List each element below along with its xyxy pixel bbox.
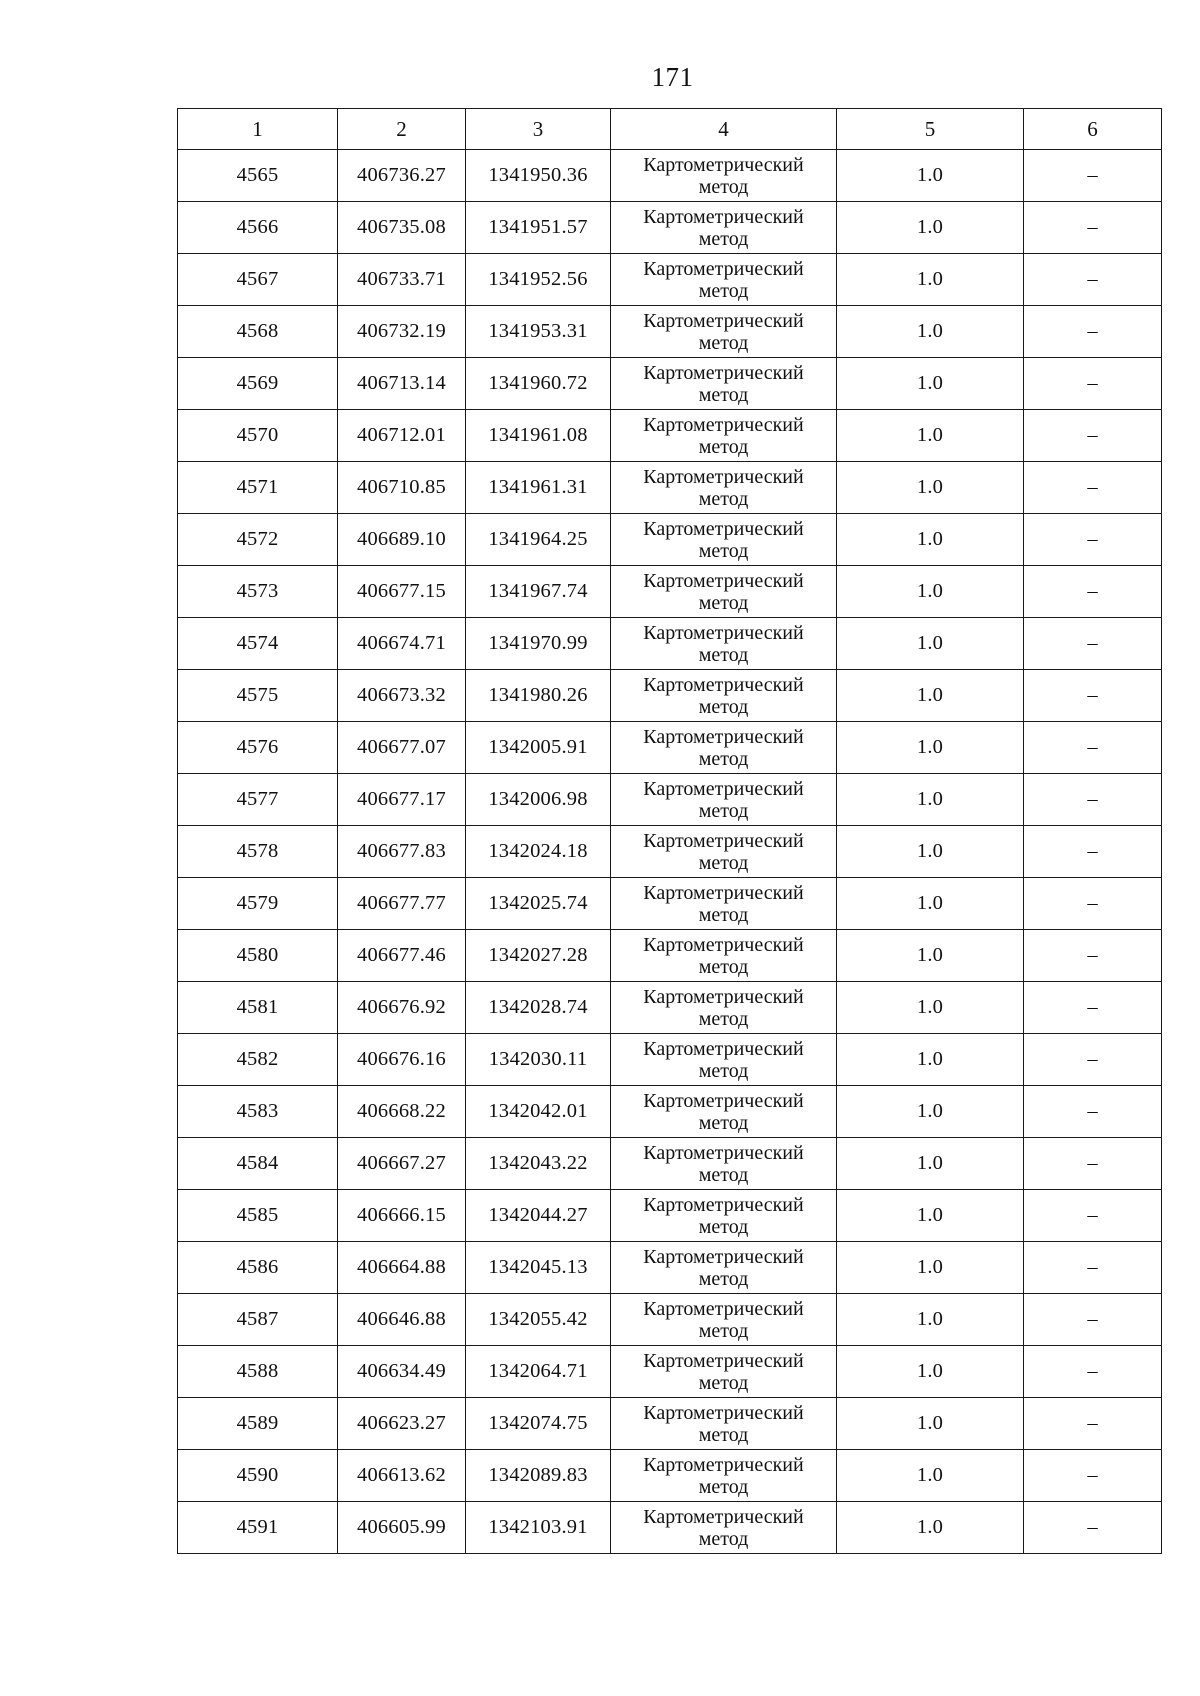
y-coordinate-cell: 1341960.72 bbox=[466, 358, 611, 410]
table-row bbox=[178, 1398, 1162, 1450]
accuracy-cell: 1.0 bbox=[837, 670, 1024, 722]
note-cell: – bbox=[1024, 254, 1162, 306]
y-coordinate-cell: 1341961.08 bbox=[466, 410, 611, 462]
method-line-1: Картометрический bbox=[643, 465, 804, 488]
method-cell bbox=[611, 1034, 837, 1086]
y-coordinate-cell: 1342043.22 bbox=[466, 1138, 611, 1190]
table-row bbox=[178, 1502, 1162, 1554]
method-cell bbox=[611, 306, 837, 358]
accuracy-cell: 1.0 bbox=[837, 358, 1024, 410]
note-cell: – bbox=[1024, 1138, 1162, 1190]
accuracy-cell: 1.0 bbox=[837, 514, 1024, 566]
point-number-cell: 4574 bbox=[178, 618, 338, 670]
method-line-1: Картометрический bbox=[643, 933, 804, 956]
point-number-cell: 4569 bbox=[178, 358, 338, 410]
note-cell: – bbox=[1024, 566, 1162, 618]
method-cell bbox=[611, 254, 837, 306]
y-coordinate-cell: 1342103.91 bbox=[466, 1502, 611, 1554]
table-row bbox=[178, 670, 1162, 722]
table-row bbox=[178, 982, 1162, 1034]
x-coordinate-cell: 406668.22 bbox=[338, 1086, 466, 1138]
method-cell bbox=[611, 202, 837, 254]
method-cell bbox=[611, 514, 837, 566]
method-line-1: Картометрический bbox=[643, 1297, 804, 1320]
x-coordinate-cell: 406623.27 bbox=[338, 1398, 466, 1450]
y-coordinate-cell: 1342006.98 bbox=[466, 774, 611, 826]
accuracy-cell: 1.0 bbox=[837, 1294, 1024, 1346]
x-coordinate-cell: 406673.32 bbox=[338, 670, 466, 722]
method-cell bbox=[611, 1086, 837, 1138]
accuracy-cell: 1.0 bbox=[837, 202, 1024, 254]
x-coordinate-cell: 406677.07 bbox=[338, 722, 466, 774]
y-coordinate-cell: 1342064.71 bbox=[466, 1346, 611, 1398]
x-coordinate-cell: 406733.71 bbox=[338, 254, 466, 306]
method-line-1: Картометрический bbox=[643, 985, 804, 1008]
method-line-2: метод bbox=[698, 227, 749, 250]
header-cell-1: 1 bbox=[178, 109, 338, 150]
y-coordinate-cell: 1341952.56 bbox=[466, 254, 611, 306]
method-cell bbox=[611, 826, 837, 878]
method-line-1: Картометрический bbox=[643, 205, 804, 228]
x-coordinate-cell: 406677.15 bbox=[338, 566, 466, 618]
method-line-1: Картометрический bbox=[643, 361, 804, 384]
method-line-1: Картометрический bbox=[643, 569, 804, 592]
x-coordinate-cell: 406677.77 bbox=[338, 878, 466, 930]
x-coordinate-cell: 406710.85 bbox=[338, 462, 466, 514]
method-cell bbox=[611, 982, 837, 1034]
note-cell: – bbox=[1024, 150, 1162, 202]
method-line-2: метод bbox=[698, 903, 749, 926]
table-body bbox=[178, 109, 1162, 1554]
y-coordinate-cell: 1342044.27 bbox=[466, 1190, 611, 1242]
y-coordinate-cell: 1341980.26 bbox=[466, 670, 611, 722]
note-cell: – bbox=[1024, 202, 1162, 254]
page-number: 171 bbox=[651, 62, 694, 92]
note-cell: – bbox=[1024, 878, 1162, 930]
point-number-cell: 4568 bbox=[178, 306, 338, 358]
y-coordinate-cell: 1342042.01 bbox=[466, 1086, 611, 1138]
y-coordinate-cell: 1341967.74 bbox=[466, 566, 611, 618]
note-cell: – bbox=[1024, 410, 1162, 462]
note-cell: – bbox=[1024, 306, 1162, 358]
coordinates-table bbox=[177, 108, 1162, 1554]
method-line-2: метод bbox=[698, 539, 749, 562]
y-coordinate-cell: 1341970.99 bbox=[466, 618, 611, 670]
method-line-2: метод bbox=[698, 851, 749, 874]
y-coordinate-cell: 1342024.18 bbox=[466, 826, 611, 878]
method-line-2: метод bbox=[698, 331, 749, 354]
table-row bbox=[178, 826, 1162, 878]
y-coordinate-cell: 1341964.25 bbox=[466, 514, 611, 566]
x-coordinate-cell: 406712.01 bbox=[338, 410, 466, 462]
method-line-1: Картометрический bbox=[643, 1401, 804, 1424]
table-row bbox=[178, 150, 1162, 202]
note-cell: – bbox=[1024, 618, 1162, 670]
y-coordinate-cell: 1341961.31 bbox=[466, 462, 611, 514]
method-line-2: метод bbox=[698, 1215, 749, 1238]
table-row bbox=[178, 462, 1162, 514]
accuracy-cell: 1.0 bbox=[837, 566, 1024, 618]
note-cell: – bbox=[1024, 1294, 1162, 1346]
point-number-cell: 4590 bbox=[178, 1450, 338, 1502]
x-coordinate-cell: 406666.15 bbox=[338, 1190, 466, 1242]
note-cell: – bbox=[1024, 514, 1162, 566]
table-row bbox=[178, 566, 1162, 618]
method-cell bbox=[611, 930, 837, 982]
method-line-1: Картометрический bbox=[643, 725, 804, 748]
table-row bbox=[178, 1138, 1162, 1190]
accuracy-cell: 1.0 bbox=[837, 462, 1024, 514]
note-cell: – bbox=[1024, 358, 1162, 410]
method-cell bbox=[611, 1398, 837, 1450]
accuracy-cell: 1.0 bbox=[837, 982, 1024, 1034]
header-cell-5: 5 bbox=[837, 109, 1024, 150]
method-cell bbox=[611, 1190, 837, 1242]
table-row bbox=[178, 618, 1162, 670]
table-row bbox=[178, 254, 1162, 306]
x-coordinate-cell: 406677.83 bbox=[338, 826, 466, 878]
method-cell bbox=[611, 1242, 837, 1294]
method-line-1: Картометрический bbox=[643, 1453, 804, 1476]
x-coordinate-cell: 406689.10 bbox=[338, 514, 466, 566]
x-coordinate-cell: 406676.16 bbox=[338, 1034, 466, 1086]
accuracy-cell: 1.0 bbox=[837, 826, 1024, 878]
method-cell bbox=[611, 1346, 837, 1398]
point-number-cell: 4580 bbox=[178, 930, 338, 982]
method-line-2: метод bbox=[698, 643, 749, 666]
table-row bbox=[178, 1190, 1162, 1242]
method-cell bbox=[611, 1450, 837, 1502]
y-coordinate-cell: 1341953.31 bbox=[466, 306, 611, 358]
note-cell: – bbox=[1024, 826, 1162, 878]
method-line-2: метод bbox=[698, 487, 749, 510]
table-row bbox=[178, 514, 1162, 566]
method-cell bbox=[611, 410, 837, 462]
note-cell: – bbox=[1024, 1034, 1162, 1086]
method-cell bbox=[611, 566, 837, 618]
note-cell: – bbox=[1024, 670, 1162, 722]
table-row bbox=[178, 1086, 1162, 1138]
method-cell bbox=[611, 1138, 837, 1190]
method-line-2: метод bbox=[698, 1475, 749, 1498]
point-number-cell: 4577 bbox=[178, 774, 338, 826]
point-number-cell: 4567 bbox=[178, 254, 338, 306]
method-line-2: метод bbox=[698, 695, 749, 718]
point-number-cell: 4579 bbox=[178, 878, 338, 930]
method-cell bbox=[611, 150, 837, 202]
x-coordinate-cell: 406674.71 bbox=[338, 618, 466, 670]
accuracy-cell: 1.0 bbox=[837, 1242, 1024, 1294]
method-line-1: Картометрический bbox=[643, 1349, 804, 1372]
accuracy-cell: 1.0 bbox=[837, 1502, 1024, 1554]
point-number-cell: 4566 bbox=[178, 202, 338, 254]
method-line-1: Картометрический bbox=[643, 1193, 804, 1216]
point-number-cell: 4589 bbox=[178, 1398, 338, 1450]
header-cell-2: 2 bbox=[338, 109, 466, 150]
accuracy-cell: 1.0 bbox=[837, 1398, 1024, 1450]
table-row bbox=[178, 878, 1162, 930]
note-cell: – bbox=[1024, 722, 1162, 774]
accuracy-cell: 1.0 bbox=[837, 1346, 1024, 1398]
method-cell bbox=[611, 722, 837, 774]
y-coordinate-cell: 1342005.91 bbox=[466, 722, 611, 774]
x-coordinate-cell: 406677.17 bbox=[338, 774, 466, 826]
y-coordinate-cell: 1342089.83 bbox=[466, 1450, 611, 1502]
point-number-cell: 4572 bbox=[178, 514, 338, 566]
accuracy-cell: 1.0 bbox=[837, 150, 1024, 202]
header-cell-6: 6 bbox=[1024, 109, 1162, 150]
method-line-1: Картометрический bbox=[643, 517, 804, 540]
note-cell: – bbox=[1024, 462, 1162, 514]
x-coordinate-cell: 406634.49 bbox=[338, 1346, 466, 1398]
point-number-cell: 4565 bbox=[178, 150, 338, 202]
method-line-1: Картометрический bbox=[643, 673, 804, 696]
note-cell: – bbox=[1024, 1398, 1162, 1450]
method-cell bbox=[611, 1294, 837, 1346]
point-number-cell: 4575 bbox=[178, 670, 338, 722]
method-line-2: метод bbox=[698, 435, 749, 458]
note-cell: – bbox=[1024, 930, 1162, 982]
table-header-row bbox=[178, 109, 1162, 150]
point-number-cell: 4581 bbox=[178, 982, 338, 1034]
table-row bbox=[178, 410, 1162, 462]
accuracy-cell: 1.0 bbox=[837, 1190, 1024, 1242]
x-coordinate-cell: 406736.27 bbox=[338, 150, 466, 202]
point-number-cell: 4584 bbox=[178, 1138, 338, 1190]
accuracy-cell: 1.0 bbox=[837, 774, 1024, 826]
note-cell: – bbox=[1024, 982, 1162, 1034]
method-line-2: метод bbox=[698, 799, 749, 822]
method-line-1: Картометрический bbox=[643, 153, 804, 176]
note-cell: – bbox=[1024, 1450, 1162, 1502]
method-line-2: метод bbox=[698, 747, 749, 770]
accuracy-cell: 1.0 bbox=[837, 1138, 1024, 1190]
table-row bbox=[178, 1242, 1162, 1294]
x-coordinate-cell: 406664.88 bbox=[338, 1242, 466, 1294]
method-line-2: метод bbox=[698, 1059, 749, 1082]
y-coordinate-cell: 1341950.36 bbox=[466, 150, 611, 202]
x-coordinate-cell: 406677.46 bbox=[338, 930, 466, 982]
table-row bbox=[178, 1034, 1162, 1086]
accuracy-cell: 1.0 bbox=[837, 1086, 1024, 1138]
method-line-2: метод bbox=[698, 1371, 749, 1394]
method-line-2: метод bbox=[698, 175, 749, 198]
method-line-2: метод bbox=[698, 1423, 749, 1446]
point-number-cell: 4591 bbox=[178, 1502, 338, 1554]
method-cell bbox=[611, 618, 837, 670]
y-coordinate-cell: 1342074.75 bbox=[466, 1398, 611, 1450]
point-number-cell: 4588 bbox=[178, 1346, 338, 1398]
accuracy-cell: 1.0 bbox=[837, 1450, 1024, 1502]
note-cell: – bbox=[1024, 1242, 1162, 1294]
table-row bbox=[178, 358, 1162, 410]
note-cell: – bbox=[1024, 1346, 1162, 1398]
method-line-2: метод bbox=[698, 1527, 749, 1550]
accuracy-cell: 1.0 bbox=[837, 1034, 1024, 1086]
method-line-1: Картометрический bbox=[643, 881, 804, 904]
point-number-cell: 4583 bbox=[178, 1086, 338, 1138]
method-line-1: Картометрический bbox=[643, 1141, 804, 1164]
method-line-1: Картометрический bbox=[643, 309, 804, 332]
x-coordinate-cell: 406713.14 bbox=[338, 358, 466, 410]
method-line-1: Картометрический bbox=[643, 829, 804, 852]
method-line-1: Картометрический bbox=[643, 413, 804, 436]
method-line-2: метод bbox=[698, 1163, 749, 1186]
table-row bbox=[178, 306, 1162, 358]
method-cell bbox=[611, 1502, 837, 1554]
method-line-2: метод bbox=[698, 1267, 749, 1290]
method-line-1: Картометрический bbox=[643, 1089, 804, 1112]
point-number-cell: 4587 bbox=[178, 1294, 338, 1346]
x-coordinate-cell: 406735.08 bbox=[338, 202, 466, 254]
accuracy-cell: 1.0 bbox=[837, 930, 1024, 982]
y-coordinate-cell: 1342030.11 bbox=[466, 1034, 611, 1086]
accuracy-cell: 1.0 bbox=[837, 254, 1024, 306]
y-coordinate-cell: 1342028.74 bbox=[466, 982, 611, 1034]
y-coordinate-cell: 1341951.57 bbox=[466, 202, 611, 254]
point-number-cell: 4571 bbox=[178, 462, 338, 514]
method-line-1: Картометрический bbox=[643, 1505, 804, 1528]
x-coordinate-cell: 406605.99 bbox=[338, 1502, 466, 1554]
method-line-2: метод bbox=[698, 955, 749, 978]
y-coordinate-cell: 1342045.13 bbox=[466, 1242, 611, 1294]
x-coordinate-cell: 406732.19 bbox=[338, 306, 466, 358]
table-row bbox=[178, 1450, 1162, 1502]
table-row bbox=[178, 722, 1162, 774]
accuracy-cell: 1.0 bbox=[837, 306, 1024, 358]
point-number-cell: 4582 bbox=[178, 1034, 338, 1086]
method-cell bbox=[611, 878, 837, 930]
method-line-2: метод bbox=[698, 279, 749, 302]
method-line-2: метод bbox=[698, 591, 749, 614]
method-line-2: метод bbox=[698, 1007, 749, 1030]
point-number-cell: 4570 bbox=[178, 410, 338, 462]
y-coordinate-cell: 1342025.74 bbox=[466, 878, 611, 930]
table-row bbox=[178, 202, 1162, 254]
point-number-cell: 4576 bbox=[178, 722, 338, 774]
point-number-cell: 4573 bbox=[178, 566, 338, 618]
method-line-1: Картометрический bbox=[643, 1245, 804, 1268]
method-line-2: метод bbox=[698, 1319, 749, 1342]
method-cell bbox=[611, 358, 837, 410]
method-line-1: Картометрический bbox=[643, 621, 804, 644]
accuracy-cell: 1.0 bbox=[837, 618, 1024, 670]
x-coordinate-cell: 406667.27 bbox=[338, 1138, 466, 1190]
method-line-2: метод bbox=[698, 1111, 749, 1134]
y-coordinate-cell: 1342027.28 bbox=[466, 930, 611, 982]
note-cell: – bbox=[1024, 1190, 1162, 1242]
method-line-2: метод bbox=[698, 383, 749, 406]
accuracy-cell: 1.0 bbox=[837, 878, 1024, 930]
point-number-cell: 4585 bbox=[178, 1190, 338, 1242]
accuracy-cell: 1.0 bbox=[837, 722, 1024, 774]
y-coordinate-cell: 1342055.42 bbox=[466, 1294, 611, 1346]
header-cell-3: 3 bbox=[466, 109, 611, 150]
header-cell-4: 4 bbox=[611, 109, 837, 150]
x-coordinate-cell: 406613.62 bbox=[338, 1450, 466, 1502]
point-number-cell: 4586 bbox=[178, 1242, 338, 1294]
note-cell: – bbox=[1024, 1502, 1162, 1554]
x-coordinate-cell: 406676.92 bbox=[338, 982, 466, 1034]
method-line-1: Картометрический bbox=[643, 257, 804, 280]
table-row bbox=[178, 1346, 1162, 1398]
method-cell bbox=[611, 774, 837, 826]
accuracy-cell: 1.0 bbox=[837, 410, 1024, 462]
x-coordinate-cell: 406646.88 bbox=[338, 1294, 466, 1346]
method-cell bbox=[611, 462, 837, 514]
method-cell bbox=[611, 670, 837, 722]
method-line-1: Картометрический bbox=[643, 1037, 804, 1060]
table-row bbox=[178, 1294, 1162, 1346]
table-row bbox=[178, 774, 1162, 826]
note-cell: – bbox=[1024, 774, 1162, 826]
point-number-cell: 4578 bbox=[178, 826, 338, 878]
table-row bbox=[178, 930, 1162, 982]
method-line-1: Картометрический bbox=[643, 777, 804, 800]
note-cell: – bbox=[1024, 1086, 1162, 1138]
